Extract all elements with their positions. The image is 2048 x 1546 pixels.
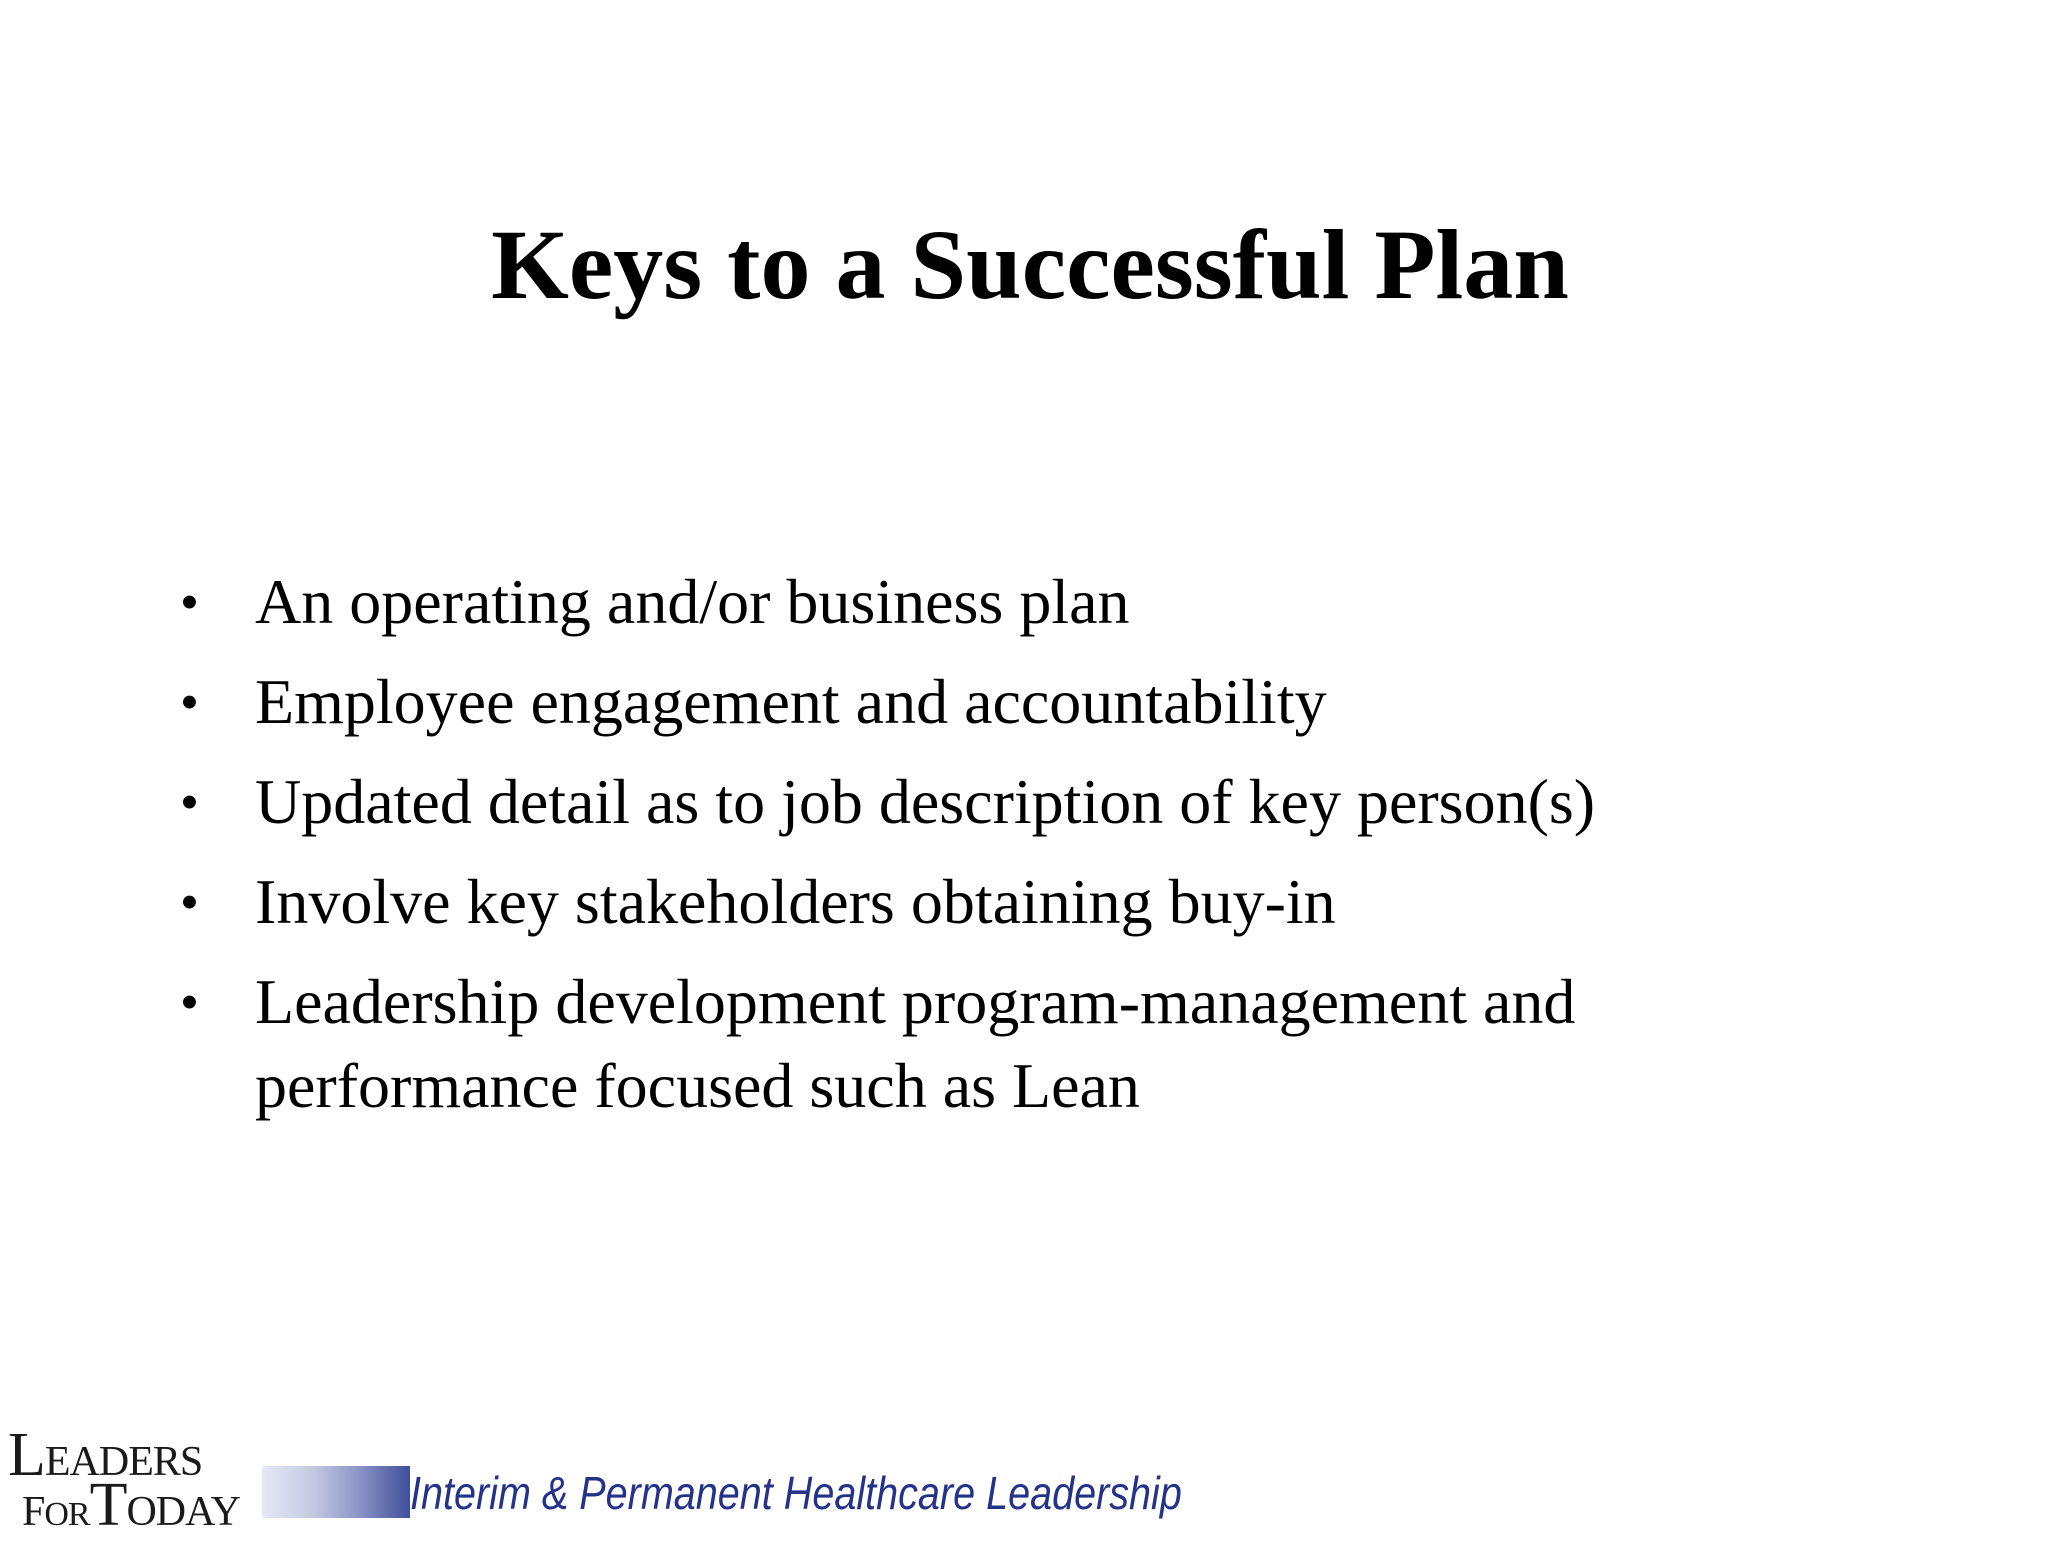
- gradient-bar-graphic: [262, 1466, 410, 1518]
- bullet-item: [170, 660, 1770, 744]
- tagline-text: Interim & Permanent Healthcare Leadership: [410, 1467, 1182, 1519]
- bullet-text: An operating and/or business plan: [255, 566, 1130, 637]
- bullet-marker: •: [180, 772, 199, 832]
- leaders-for-today-logo: [0, 1418, 245, 1539]
- bullet-text: Updated detail as to job description of key person(s): [255, 766, 1596, 837]
- bullet-text: Involve key stakeholders obtaining buy-in: [255, 866, 1336, 937]
- logo-cap: F: [22, 1489, 45, 1535]
- bullet-marker: •: [180, 972, 199, 1032]
- logo-small-caps: ODAY: [126, 1489, 240, 1535]
- bullet-item: [170, 960, 1770, 1128]
- logo-small-caps: OR: [44, 1496, 90, 1533]
- bullet-marker: •: [180, 572, 199, 632]
- bullet-list: [170, 560, 1770, 1144]
- bullet-item: [170, 760, 1770, 844]
- bullet-marker: •: [180, 672, 199, 732]
- logo-cap: L: [8, 1421, 45, 1489]
- bullet-text: Leadership development program-management and performance focused such as Lean: [255, 966, 1576, 1121]
- logo-line-for-today: [22, 1471, 240, 1546]
- footer-branding: [0, 1418, 1182, 1539]
- bullet-item: [170, 860, 1770, 944]
- logo-cap: T: [89, 1471, 127, 1539]
- logo-small-caps: EADERS: [44, 1439, 203, 1485]
- bullet-text: Employee engagement and accountability: [255, 666, 1327, 737]
- bullet-marker: •: [180, 872, 199, 932]
- slide-title: Keys to a Successful Plan: [491, 209, 1569, 320]
- bullet-item: [170, 560, 1770, 644]
